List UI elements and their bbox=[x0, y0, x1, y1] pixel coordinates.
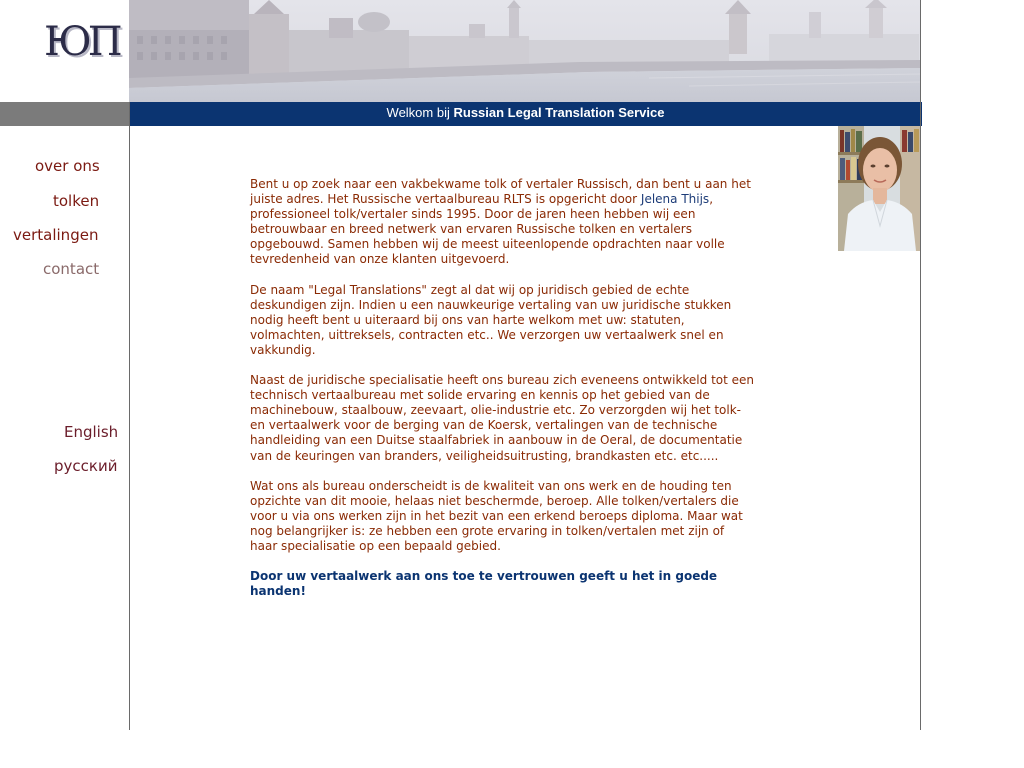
site-name: Russian Legal Translation Service bbox=[453, 105, 665, 120]
nav-over-ons[interactable]: over ons bbox=[35, 157, 100, 175]
intro-text-end: , professioneel tolk/vertaler sinds 1995. Door de jaren heen hebben wij een betrouwbaar en breed netwerk van ervaren Russische tolken en vertalers opgebouwd. Samen hebben wij de meest uiteenlopende opdrachten naar volle tevredenheid van onze klanten uitgevoerd. bbox=[250, 192, 725, 267]
closing-statement: Door uw vertaalwerk aan ons toe te vertrouwen geeft u het in goede handen! bbox=[250, 569, 718, 599]
left-divider bbox=[129, 102, 130, 730]
logo-monogram: ЮП bbox=[44, 19, 119, 65]
language-russian[interactable]: русский bbox=[54, 457, 118, 475]
technical-paragraph: Naast de juridische specialisatie heeft ons bureau zich eveneens ontwikkeld tot een technisch vertaalbureau met solide ervaring en kennis op het gebied van de machinebouw, staalbouw, zeevaart, olie-industrie etc. Zo verzorgden wij het tolk- en vertaalwerk voor de berging van de Koersk, vertalingen van de technische handleiding van een Duitse staalfabriek in aanbouw in de Oeral, de documentatie van de keuringen van branders, veiligheidsuitrusting, brandkasten etc. etc..... bbox=[250, 373, 755, 463]
main-content bbox=[250, 177, 755, 614]
intro-paragraph bbox=[250, 177, 755, 268]
portrait-photo bbox=[838, 126, 920, 251]
nav-contact[interactable]: contact bbox=[43, 260, 100, 278]
site-logo[interactable] bbox=[0, 0, 129, 102]
moscow-skyline-image bbox=[129, 0, 921, 102]
language-english[interactable]: English bbox=[64, 423, 119, 441]
legal-paragraph: De naam "Legal Translations" zegt al dat wij op juridisch gebied de echte deskundigen zijn. Indien u een nauwkeurige vertaling van uw juridische stukken nodig heeft bent u uiteraard bij ons van harte welkom met uw: statuten, volmachten, uittreksels, contracten etc.. We verzorgen uw vertaalwerk snel en vakkundig. bbox=[250, 282, 732, 357]
header-banner-image bbox=[129, 0, 921, 102]
founder-link[interactable]: Jelena Thijs bbox=[640, 192, 710, 207]
right-divider bbox=[920, 0, 921, 730]
nav-vertalingen[interactable]: vertalingen bbox=[13, 226, 99, 244]
left-header-strip bbox=[0, 102, 129, 126]
person-image bbox=[838, 126, 920, 251]
quality-paragraph: Wat ons als bureau onderscheidt is de kwaliteit van ons werk en de houding ten opzichte van dit mooie, helaas niet beschermde, beroep. Alle tolken/vertalers die voor u via ons werken zijn in het bezit van een erkend beroeps diploma. Maar wat nog belangrijker is: ze hebben een grote ervaring in tolken/vertalen met zijn of haar specialisatie op een bepaald gebied. bbox=[250, 478, 743, 553]
welcome-prefix: Welkom bij bbox=[386, 105, 454, 120]
intro-text-start: Bent u op zoek naar een vakbekwame tolk of vertaler Russisch, dan bent u aan het juiste adres. Het Russische vertaalbureau RLTS is opgericht door bbox=[250, 177, 751, 207]
welcome-bar bbox=[129, 102, 922, 126]
nav-tolken[interactable]: tolken bbox=[53, 192, 100, 210]
